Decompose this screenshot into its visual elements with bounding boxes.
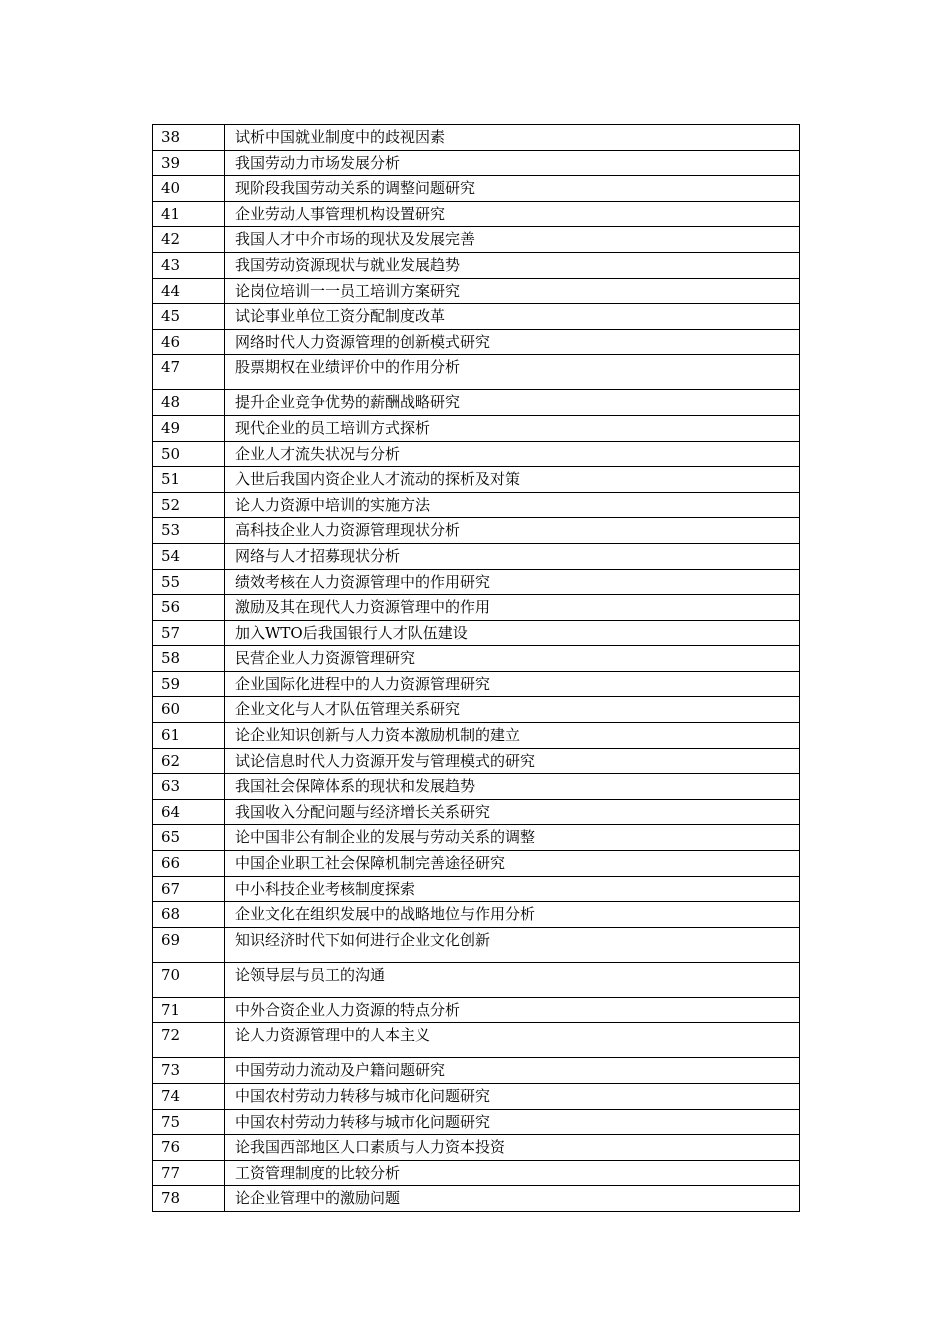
table-row: [153, 355, 800, 390]
row-title: 中外合资企业人力资源的特点分析: [225, 997, 800, 1023]
table-row: [153, 997, 800, 1023]
row-number: 72: [153, 1023, 225, 1058]
table-row: [153, 201, 800, 227]
table-row: [153, 876, 800, 902]
row-number: 69: [153, 927, 225, 962]
row-title: 我国收入分配问题与经济增长关系研究: [225, 799, 800, 825]
row-title: 试论信息时代人力资源开发与管理模式的研究: [225, 748, 800, 774]
row-title: 我国劳动资源现状与就业发展趋势: [225, 252, 800, 278]
row-title: 试析中国就业制度中的歧视因素: [225, 125, 800, 151]
row-number: 49: [153, 415, 225, 441]
row-number: 52: [153, 492, 225, 518]
table-row: [153, 723, 800, 749]
row-title: 提升企业竞争优势的薪酬战略研究: [225, 390, 800, 416]
row-title: 企业人才流失状况与分析: [225, 441, 800, 467]
table-row: [153, 1023, 800, 1058]
table-row: [153, 825, 800, 851]
table-row: [153, 176, 800, 202]
row-number: 77: [153, 1160, 225, 1186]
table-row: [153, 1084, 800, 1110]
row-title: 我国社会保障体系的现状和发展趋势: [225, 774, 800, 800]
row-number: 73: [153, 1058, 225, 1084]
row-number: 58: [153, 646, 225, 672]
topic-table: [152, 124, 800, 1212]
row-number: 44: [153, 278, 225, 304]
row-title: 企业文化在组织发展中的战略地位与作用分析: [225, 902, 800, 928]
table-row: [153, 543, 800, 569]
table-row: [153, 252, 800, 278]
row-number: 75: [153, 1109, 225, 1135]
row-title: 论人力资源中培训的实施方法: [225, 492, 800, 518]
table-row: [153, 569, 800, 595]
row-title: 工资管理制度的比较分析: [225, 1160, 800, 1186]
table-row: [153, 227, 800, 253]
row-number: 50: [153, 441, 225, 467]
row-title: 网络与人才招募现状分析: [225, 543, 800, 569]
row-number: 47: [153, 355, 225, 390]
row-number: 74: [153, 1084, 225, 1110]
row-number: 51: [153, 467, 225, 493]
row-number: 67: [153, 876, 225, 902]
row-title: 企业文化与人才队伍管理关系研究: [225, 697, 800, 723]
row-number: 60: [153, 697, 225, 723]
row-title: 企业劳动人事管理机构设置研究: [225, 201, 800, 227]
row-number: 38: [153, 125, 225, 151]
table-row: [153, 962, 800, 997]
row-number: 68: [153, 902, 225, 928]
row-title: 现阶段我国劳动关系的调整问题研究: [225, 176, 800, 202]
row-number: 40: [153, 176, 225, 202]
row-number: 54: [153, 543, 225, 569]
row-title: 中国企业职工社会保障机制完善途径研究: [225, 851, 800, 877]
row-number: 53: [153, 518, 225, 544]
row-number: 65: [153, 825, 225, 851]
table-row: [153, 697, 800, 723]
table-row: [153, 329, 800, 355]
table-row: [153, 390, 800, 416]
row-number: 39: [153, 150, 225, 176]
row-title: 论企业管理中的激励问题: [225, 1186, 800, 1212]
row-title: 现代企业的员工培训方式探析: [225, 415, 800, 441]
table-row: [153, 774, 800, 800]
row-number: 59: [153, 671, 225, 697]
row-title: 我国人才中介市场的现状及发展完善: [225, 227, 800, 253]
table-row: [153, 902, 800, 928]
row-number: 56: [153, 595, 225, 621]
row-title: 我国劳动力市场发展分析: [225, 150, 800, 176]
row-number: 46: [153, 329, 225, 355]
row-title: 入世后我国内资企业人才流动的探析及对策: [225, 467, 800, 493]
table-row: [153, 415, 800, 441]
row-title: 知识经济时代下如何进行企业文化创新: [225, 927, 800, 962]
table-row: [153, 125, 800, 151]
table-row: [153, 1109, 800, 1135]
row-title: 论岗位培训一一员工培训方案研究: [225, 278, 800, 304]
row-title: 论中国非公有制企业的发展与劳动关系的调整: [225, 825, 800, 851]
row-title: 加入WTO后我国银行人才队伍建设: [225, 620, 800, 646]
table-row: [153, 927, 800, 962]
row-title: 试论事业单位工资分配制度改革: [225, 304, 800, 330]
table-row: [153, 518, 800, 544]
row-title: 企业国际化进程中的人力资源管理研究: [225, 671, 800, 697]
table-row: [153, 799, 800, 825]
topic-table-body: [153, 125, 800, 1212]
table-row: [153, 620, 800, 646]
row-title: 论领导层与员工的沟通: [225, 962, 800, 997]
row-number: 71: [153, 997, 225, 1023]
row-number: 66: [153, 851, 225, 877]
row-title: 论人力资源管理中的人本主义: [225, 1023, 800, 1058]
row-title: 激励及其在现代人力资源管理中的作用: [225, 595, 800, 621]
table-row: [153, 1186, 800, 1212]
table-row: [153, 1058, 800, 1084]
table-row: [153, 1135, 800, 1161]
row-number: 42: [153, 227, 225, 253]
row-number: 43: [153, 252, 225, 278]
table-row: [153, 278, 800, 304]
row-title: 绩效考核在人力资源管理中的作用研究: [225, 569, 800, 595]
row-title: 论企业知识创新与人力资本激励机制的建立: [225, 723, 800, 749]
table-row: [153, 595, 800, 621]
row-title: 民营企业人力资源管理研究: [225, 646, 800, 672]
row-number: 57: [153, 620, 225, 646]
row-number: 62: [153, 748, 225, 774]
row-number: 70: [153, 962, 225, 997]
table-row: [153, 492, 800, 518]
row-title: 中国劳动力流动及户籍问题研究: [225, 1058, 800, 1084]
row-title: 中国农村劳动力转移与城市化问题研究: [225, 1109, 800, 1135]
table-row: [153, 467, 800, 493]
row-number: 61: [153, 723, 225, 749]
row-title: 高科技企业人力资源管理现状分析: [225, 518, 800, 544]
row-number: 76: [153, 1135, 225, 1161]
table-row: [153, 150, 800, 176]
row-number: 63: [153, 774, 225, 800]
table-row: [153, 441, 800, 467]
table-row: [153, 304, 800, 330]
row-number: 78: [153, 1186, 225, 1212]
row-number: 45: [153, 304, 225, 330]
row-number: 41: [153, 201, 225, 227]
row-number: 64: [153, 799, 225, 825]
row-title: 中小科技企业考核制度探索: [225, 876, 800, 902]
table-row: [153, 1160, 800, 1186]
table-row: [153, 671, 800, 697]
table-row: [153, 646, 800, 672]
table-row: [153, 851, 800, 877]
row-title: 中国农村劳动力转移与城市化问题研究: [225, 1084, 800, 1110]
row-title: 股票期权在业绩评价中的作用分析: [225, 355, 800, 390]
row-title: 网络时代人力资源管理的创新模式研究: [225, 329, 800, 355]
row-title: 论我国西部地区人口素质与人力资本投资: [225, 1135, 800, 1161]
row-number: 55: [153, 569, 225, 595]
row-number: 48: [153, 390, 225, 416]
table-row: [153, 748, 800, 774]
